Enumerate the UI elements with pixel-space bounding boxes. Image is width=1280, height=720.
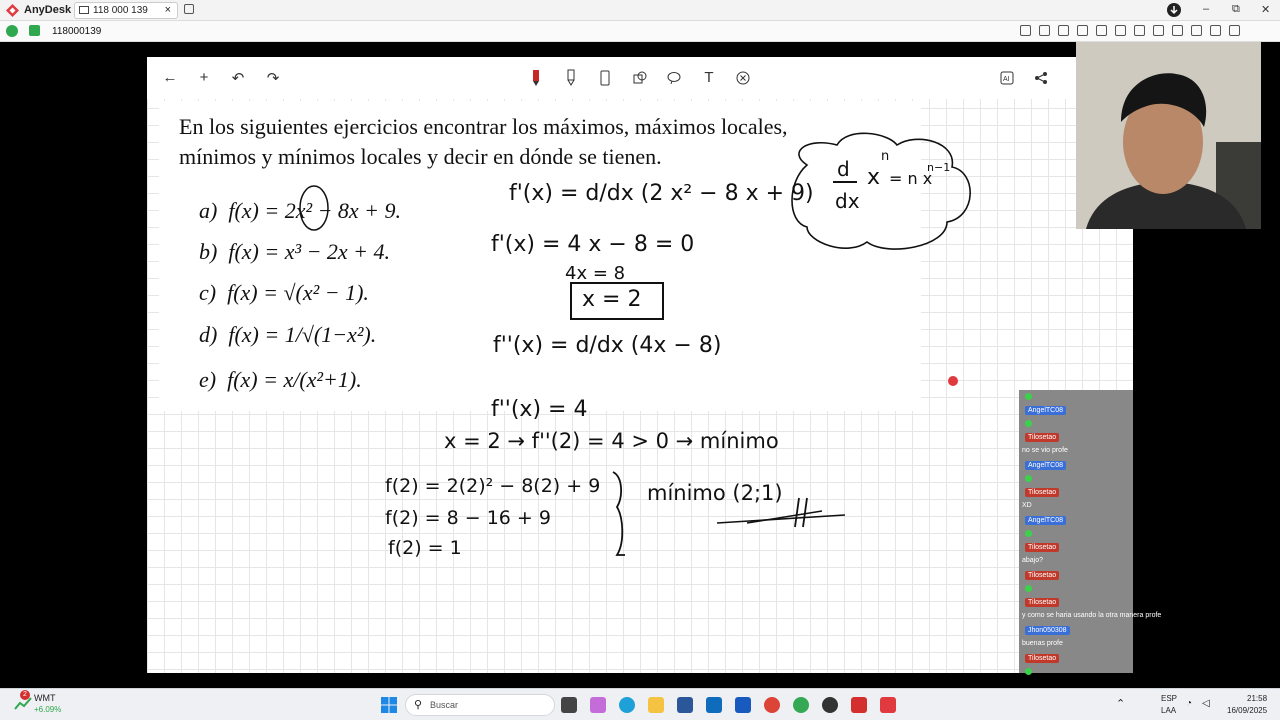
power-rule-x: x (867, 165, 881, 190)
anydesk-logo-icon (6, 4, 19, 17)
favorite-icon[interactable] (1077, 25, 1088, 36)
view-icon[interactable] (1020, 25, 1031, 36)
monitor-icon (79, 6, 89, 14)
taskbar-search-box[interactable] (405, 694, 555, 716)
text-tool-icon[interactable]: T (704, 69, 714, 86)
chat-message-text: y como se haria usando la otra manera profe (1022, 612, 1162, 619)
notification-count-badge: 2 (20, 690, 30, 700)
close-tab-icon[interactable]: × (164, 4, 171, 16)
address-input[interactable]: 118000139 (52, 26, 102, 37)
window-icon[interactable] (1096, 25, 1107, 36)
more-icon[interactable] (1229, 25, 1240, 36)
chat-message-text: abajo? (1022, 557, 1044, 564)
search-icon: ⚲ (414, 699, 423, 711)
chat-username[interactable]: Tilosetao (1025, 543, 1059, 552)
exercise-label: d) (199, 322, 218, 347)
restore-button[interactable]: ⧉ (1232, 3, 1240, 15)
chat-emote-icon (1025, 475, 1032, 482)
word-icon[interactable] (735, 697, 751, 713)
close-window-button[interactable]: ✕ (1261, 4, 1271, 16)
chat-username[interactable]: Tilosetao (1025, 654, 1059, 663)
app-name: AnyDesk (24, 4, 72, 16)
exercise-expression: f(x) = 1/√(1−x²). (228, 322, 377, 347)
chat-username[interactable]: Tilosetao (1025, 598, 1059, 607)
problem-line-2: mínimos y mínimos locales y decir en dónde se tienen. (179, 144, 662, 169)
chat-emote-icon (1025, 420, 1032, 427)
exercise-expression: f(x) = x³ − 2x + 4. (228, 239, 391, 264)
second-derivative-step-1: f''(x) = d/dx (4x − 8) (493, 333, 722, 358)
chat-emote-icon (1025, 393, 1032, 400)
volume-icon[interactable]: ◁ (1202, 698, 1210, 709)
session-tab-label: 118 000 139 (93, 5, 148, 16)
connection-status-icon (6, 25, 18, 37)
session-toolbar (1020, 25, 1240, 36)
chat-username[interactable]: Tilosetao (1025, 488, 1059, 497)
language-indicator[interactable]: ESP (1161, 694, 1178, 703)
chrome-profile-icon[interactable] (793, 697, 809, 713)
power-rule-exponent: n−1 (927, 161, 951, 174)
display-icon[interactable] (1172, 25, 1183, 36)
chat-message-text: XD (1022, 502, 1032, 509)
svg-text:AI: AI (1003, 76, 1010, 83)
chrome-icon[interactable] (764, 697, 780, 713)
address-bar (0, 21, 1280, 42)
exercise-label: b) (199, 239, 218, 264)
derivative-step-2: f'(x) = 4 x − 8 = 0 (491, 232, 695, 257)
power-rule-fraction-bar (833, 181, 857, 183)
windows-taskbar (0, 688, 1280, 720)
outlook-icon[interactable] (706, 697, 722, 713)
files-icon[interactable] (1058, 25, 1069, 36)
solve-step-1: 4x = 8 (565, 263, 626, 284)
webcam-feed (1076, 42, 1261, 229)
presenter-image (1076, 42, 1261, 229)
exercise-expression: f(x) = 2x² − 8x + 9. (228, 198, 402, 223)
language-sub: LAA (1161, 706, 1177, 715)
task-view-icon[interactable] (561, 697, 577, 713)
download-icon[interactable] (1167, 3, 1181, 17)
settings-icon[interactable] (1210, 25, 1221, 36)
chat-emote-icon (1025, 530, 1032, 537)
power-rule-d: d (837, 157, 850, 181)
add-page-icon[interactable]: + (199, 69, 209, 86)
exercise-expression: f(x) = x/(x²+1). (227, 367, 362, 392)
back-arrow-icon[interactable]: ← (162, 69, 178, 86)
chat-panel (1019, 390, 1162, 673)
redo-icon[interactable]: ↷ (266, 70, 280, 87)
clock-time[interactable]: 21:58 (1247, 694, 1268, 703)
shield-icon (29, 25, 40, 36)
chat-username[interactable]: Tilosetao (1025, 571, 1059, 580)
chat-icon[interactable] (1115, 25, 1126, 36)
audio-icon[interactable] (1191, 25, 1202, 36)
tray-chevron-icon[interactable]: ⌃ (1116, 698, 1126, 710)
undo-icon[interactable]: ↶ (231, 70, 245, 87)
clock-date: 16/09/2025 (1227, 706, 1268, 715)
windows-start-icon[interactable] (381, 697, 397, 713)
wifi-icon[interactable]: ◔ (1186, 698, 1193, 709)
obs-icon[interactable] (822, 697, 838, 713)
evaluation-step-1: f(2) = 2(2)² − 8(2) + 9 (385, 475, 601, 497)
second-derivative-step-2: f''(x) = 4 (491, 397, 588, 422)
stock-name: WMT (34, 693, 56, 703)
second-derivative-test: x = 2 → f''(2) = 4 > 0 → mínimo (444, 429, 779, 453)
evaluation-step-2: f(2) = 8 − 16 + 9 (385, 507, 551, 529)
chat-emote-icon (1025, 585, 1032, 592)
exercise-expression: f(x) = √(x² − 1). (227, 280, 369, 305)
problem-line-1: En los siguientes ejercicios encontrar los máximos, máximos locales, (179, 114, 788, 139)
actions-icon[interactable] (1134, 25, 1145, 36)
chat-username[interactable]: Tilosetao (1025, 433, 1059, 442)
exercise-label: c) (199, 280, 217, 305)
ink-annotations (147, 57, 1133, 673)
exercise-label: a) (199, 198, 218, 223)
chat-message-text: buenas profe (1022, 640, 1063, 647)
chat-username[interactable]: Jhon050308 (1025, 626, 1070, 635)
search-placeholder: Buscar (430, 700, 459, 710)
session-tab[interactable] (74, 2, 178, 19)
whiteboard[interactable] (147, 57, 1133, 673)
edge-icon[interactable] (619, 697, 635, 713)
calculator-icon[interactable] (677, 697, 693, 713)
power-rule-n: n (881, 149, 890, 164)
power-rule-dx: dx (835, 189, 860, 213)
tools-icon[interactable] (1039, 25, 1050, 36)
power-rule-rhs: = n x (889, 169, 933, 188)
chat-emote-icon (1025, 668, 1032, 675)
anydesk-titlebar (0, 0, 1280, 21)
copilot-icon[interactable] (590, 697, 606, 713)
anydesk-taskbar-icon[interactable] (880, 697, 896, 713)
chat-username[interactable]: AngelTC08 (1025, 406, 1066, 415)
acrobat-icon[interactable] (851, 697, 867, 713)
chat-username[interactable]: AngelTC08 (1025, 516, 1066, 525)
minimize-button[interactable]: – (1203, 3, 1210, 15)
evaluation-step-3: f(2) = 1 (388, 537, 462, 559)
solve-step-2: x = 2 (582, 287, 642, 312)
stock-change: +6.09% (34, 705, 62, 714)
minimum-result: mínimo (2;1) (647, 481, 783, 505)
chat-message-text: no se vio profe (1022, 447, 1068, 454)
file-explorer-icon[interactable] (648, 697, 664, 713)
keyboard-icon[interactable] (1153, 25, 1164, 36)
derivative-step-1: f'(x) = d/dx (2 x² − 8 x + 9) (509, 181, 814, 206)
exercise-label: e) (199, 367, 217, 392)
new-tab-icon[interactable] (184, 4, 194, 14)
chat-username[interactable]: AngelTC08 (1025, 461, 1066, 470)
